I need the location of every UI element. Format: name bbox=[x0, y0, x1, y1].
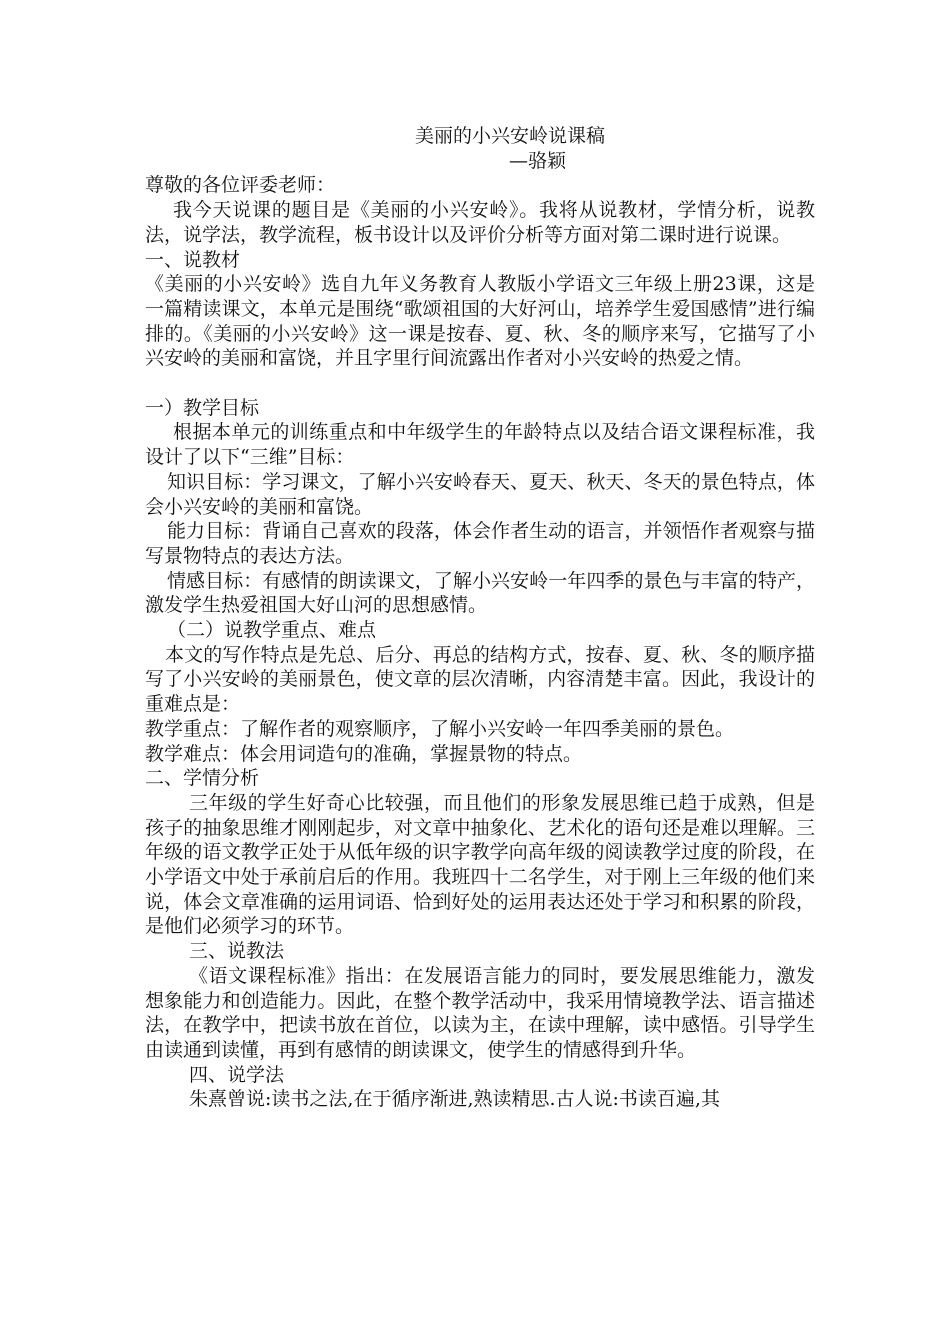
section-heading-teaching: 三、说教法 bbox=[189, 940, 285, 963]
goal-knowledge: 知识目标：学习课文，了解小兴安岭春天、夏天、秋天、冬天的景色特点，体会小兴安岭的美丽和富饶。 bbox=[145, 470, 815, 518]
teaching-paragraph: 《语文课程标准》指出：在发展语言能力的同时，要发展思维能力，激发想象能力和创造能力。因此，在整个教学活动中，我采用情境教学法、语言描述法，在教学中，把读书放在首位，以读为主，在读中理解，读中感悟。引导学生由读通到读懂，再到有感情的朗读课文，使学生的情感得到升华。 bbox=[145, 964, 815, 1061]
section-heading-students: 二、学情分析 bbox=[145, 767, 260, 790]
section-heading-textbook: 一、说教材 bbox=[145, 248, 241, 271]
goals-heading: 一）教学目标 bbox=[145, 396, 260, 419]
document-page bbox=[145, 124, 815, 1112]
learning-paragraph: 朱熹曾说:读书之法,在于循序渐进,熟读精思.古人说:书读百遍,其 bbox=[189, 1088, 720, 1111]
keypoints-heading: （二）说教学重点、难点 bbox=[167, 619, 377, 642]
blank-line bbox=[145, 371, 815, 396]
goals-intro: 根据本单元的训练重点和中年级学生的年龄特点以及结合语文课程标准，我设计了以下“三维”目标： bbox=[145, 421, 815, 469]
goal-emotion: 情感目标：有感情的朗读课文，了解小兴安岭一年四季的景色与丰富的特产，激发学生热爱祖国大好山河的思想感情。 bbox=[145, 569, 815, 617]
document-title: 美丽的小兴安岭说课稿 bbox=[414, 125, 605, 147]
students-paragraph: 三年级的学生好奇心比较强，而且他们的形象发展思维已趋于成熟，但是孩子的抽象思维才刚刚起步，对文章中抽象化、艺术化的语句还是难以理解。三年级的语文教学正处于从低年级的识字教学向高年级的阅读教学过度的阶段，在小学语文中处于承前启后的作用。我班四十二名学生，对于刚上三年级的他们来说，体会文章准确的运用词语、恰到好处的运用表达还处于学习和积累的阶段，是他们必须学习的环节。 bbox=[145, 791, 815, 938]
document-author: —骆颖 bbox=[509, 149, 567, 172]
keypoint-difficulty: 教学难点：体会用词造句的准确，掌握景物的特点。 bbox=[145, 742, 583, 765]
textbook-paragraph: 《美丽的小兴安岭》选自九年义务教育人教版小学语文三年级上册23课，这是一篇精读课文，本单元是围绕“歌颂祖国的大好河山，培养学生爱国感情”进行编排的。《美丽的小兴安岭》这一课是按春、夏、秋、冬的顺序来写，它描写了小兴安岭的美丽和富饶，并且字里行间流露出作者对小兴安岭的热爱之情。 bbox=[145, 273, 815, 370]
greeting: 尊敬的各位评委老师： bbox=[145, 174, 336, 197]
goal-ability: 能力目标：背诵自己喜欢的段落，体会作者生动的语言，并领悟作者观察与描写景物特点的表达方法。 bbox=[145, 520, 815, 567]
keypoints-paragraph: 本文的写作特点是先总、后分、再总的结构方式，按春、夏、秋、冬的顺序描写了小兴安岭的美丽景色，使文章的层次清晰，内容清楚丰富。因此，我设计的重难点是： bbox=[145, 643, 815, 716]
intro-paragraph: 我今天说课的题目是《美丽的小兴安岭》。我将从说教材，学情分析，说教法，说学法，教学流程，板书设计以及评价分析等方面对第二课时进行说课。 bbox=[145, 199, 815, 246]
keypoint-focus: 教学重点：了解作者的观察顺序，了解小兴安岭一年四季美丽的景色。 bbox=[145, 717, 735, 740]
section-heading-learning: 四、说学法 bbox=[189, 1063, 285, 1086]
